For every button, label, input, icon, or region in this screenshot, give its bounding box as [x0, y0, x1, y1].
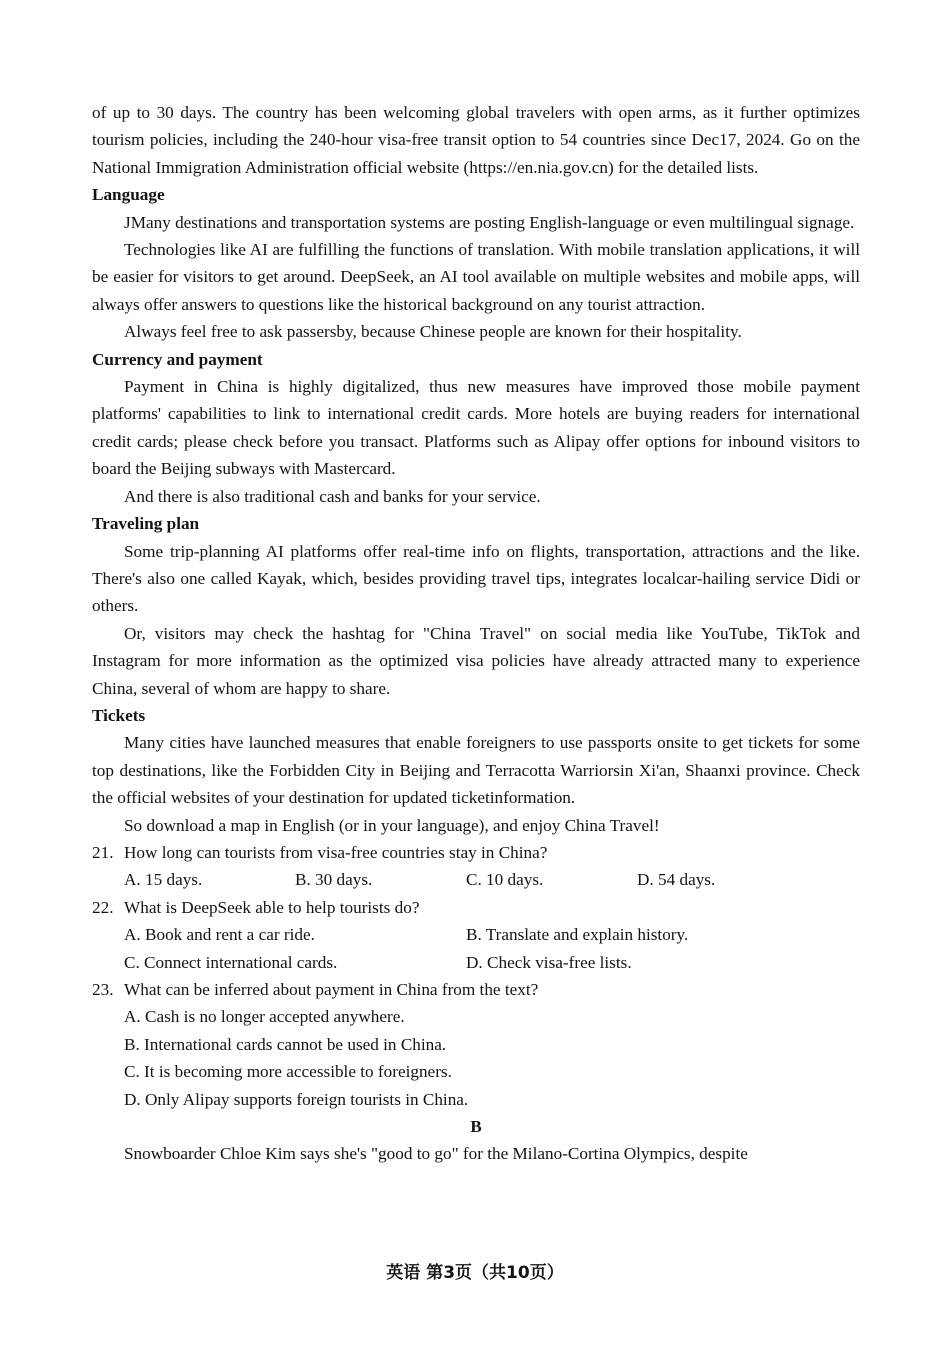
question-number: 22.: [92, 897, 114, 917]
language-paragraph-1: JMany destinations and transportation systems are posting English-language or even multilingual signage.: [124, 212, 855, 232]
exam-page: [92, 99, 860, 1168]
option-d: D. Check visa-free lists.: [466, 952, 632, 972]
option-b: B. International cards cannot be used in China.: [124, 1034, 447, 1054]
page-footer: 英语 第3页（共10页）: [386, 1263, 564, 1283]
language-paragraph-3: Always feel free to ask passersby, because Chinese people are known for their hospitality.: [124, 322, 742, 342]
section-b-paragraph-1: Snowboarder Chloe Kim says she's "good to go" for the Milano-Cortina Olympics, despite: [124, 1144, 748, 1164]
traveling-paragraph-2: Or, visitors may check the hashtag for "China Travel" on social media like YouTube, TikTok and Instagram for more information as the optimized visa policies have already attracted many to experience China, several of whom are happy to share.: [92, 623, 860, 698]
section-b-label: B: [470, 1117, 482, 1137]
question-text: What can be inferred about payment in China from the text?: [124, 980, 539, 999]
option-a: A. Cash is no longer accepted anywhere.: [124, 1007, 405, 1027]
question-22-options-row-1: [124, 921, 860, 948]
question-21-options: [124, 866, 860, 893]
question-number: 21.: [92, 842, 114, 862]
question-text: What is DeepSeek able to help tourists do?: [124, 897, 420, 917]
language-paragraph-2: Technologies like AI are fulfilling the functions of translation. With mobile translation applications, it will be easier for visitors to get around. DeepSeek, an AI tool available on multiple websites and mobile apps, will always offer answers to questions like the historical background on any tourist attraction.: [92, 240, 860, 314]
option-b: B. 30 days.: [295, 870, 373, 890]
option-c: C. Connect international cards.: [124, 952, 338, 972]
question-21: [92, 839, 860, 866]
question-23: [92, 976, 860, 1003]
option-c: C. It is becoming more accessible to foreigners.: [124, 1062, 452, 1082]
option-a: A. Book and rent a car ride.: [124, 925, 315, 945]
currency-heading: Currency and payment: [92, 349, 263, 369]
option-b: B. Translate and explain history.: [466, 925, 689, 945]
question-number: 23.: [92, 980, 114, 999]
traveling-paragraph-1: Some trip-planning AI platforms offer real-time info on flights, transportation, attractions and the like. There's also one called Kayak, which, besides providing travel tips, integrates localcar-hailing service Didi or others.: [92, 541, 860, 616]
question-text: How long can tourists from visa-free countries stay in China?: [124, 842, 548, 862]
option-d: D. 54 days.: [637, 870, 716, 890]
option-c: C. 10 days.: [466, 870, 544, 890]
question-22: [92, 894, 860, 921]
currency-paragraph-2: And there is also traditional cash and banks for your service.: [124, 486, 541, 506]
tickets-paragraph-1: Many cities have launched measures that enable foreigners to use passports onsite to get tickets for some top destinations, like the Forbidden City in Beijing and Terracotta Warriorsin Xi'an, Shaanxi province. Check the official websites of your destination for updated ticketinformation.: [92, 733, 860, 808]
tickets-heading: Tickets: [92, 705, 146, 725]
currency-paragraph-1: Payment in China is highly digitalized, thus new measures have improved those mobile payment platforms' capabilities to link to international credit cards. More hotels are buying readers for international credit cards; please check before you transact. Platforms such as Alipay offer options for inbound visitors to board the Beijing subways with Mastercard.: [92, 377, 860, 479]
language-heading: Language: [92, 185, 165, 205]
option-d: D. Only Alipay supports foreign tourists in China.: [124, 1089, 469, 1109]
question-22-options-row-2: [124, 949, 860, 976]
intro-paragraph: of up to 30 days. The country has been welcoming global travelers with open arms, as it further optimizes tourism policies, including the 240-hour visa-free transit option to 54 countries since Dec17, 2024. Go on the National Immigration Administration official website (https://en.nia.gov.cn) for the detailed lists.: [92, 103, 860, 177]
option-a: A. 15 days.: [124, 870, 203, 890]
traveling-heading: Traveling plan: [92, 514, 200, 534]
tickets-paragraph-2: So download a map in English (or in your language), and enjoy China Travel!: [124, 815, 660, 835]
